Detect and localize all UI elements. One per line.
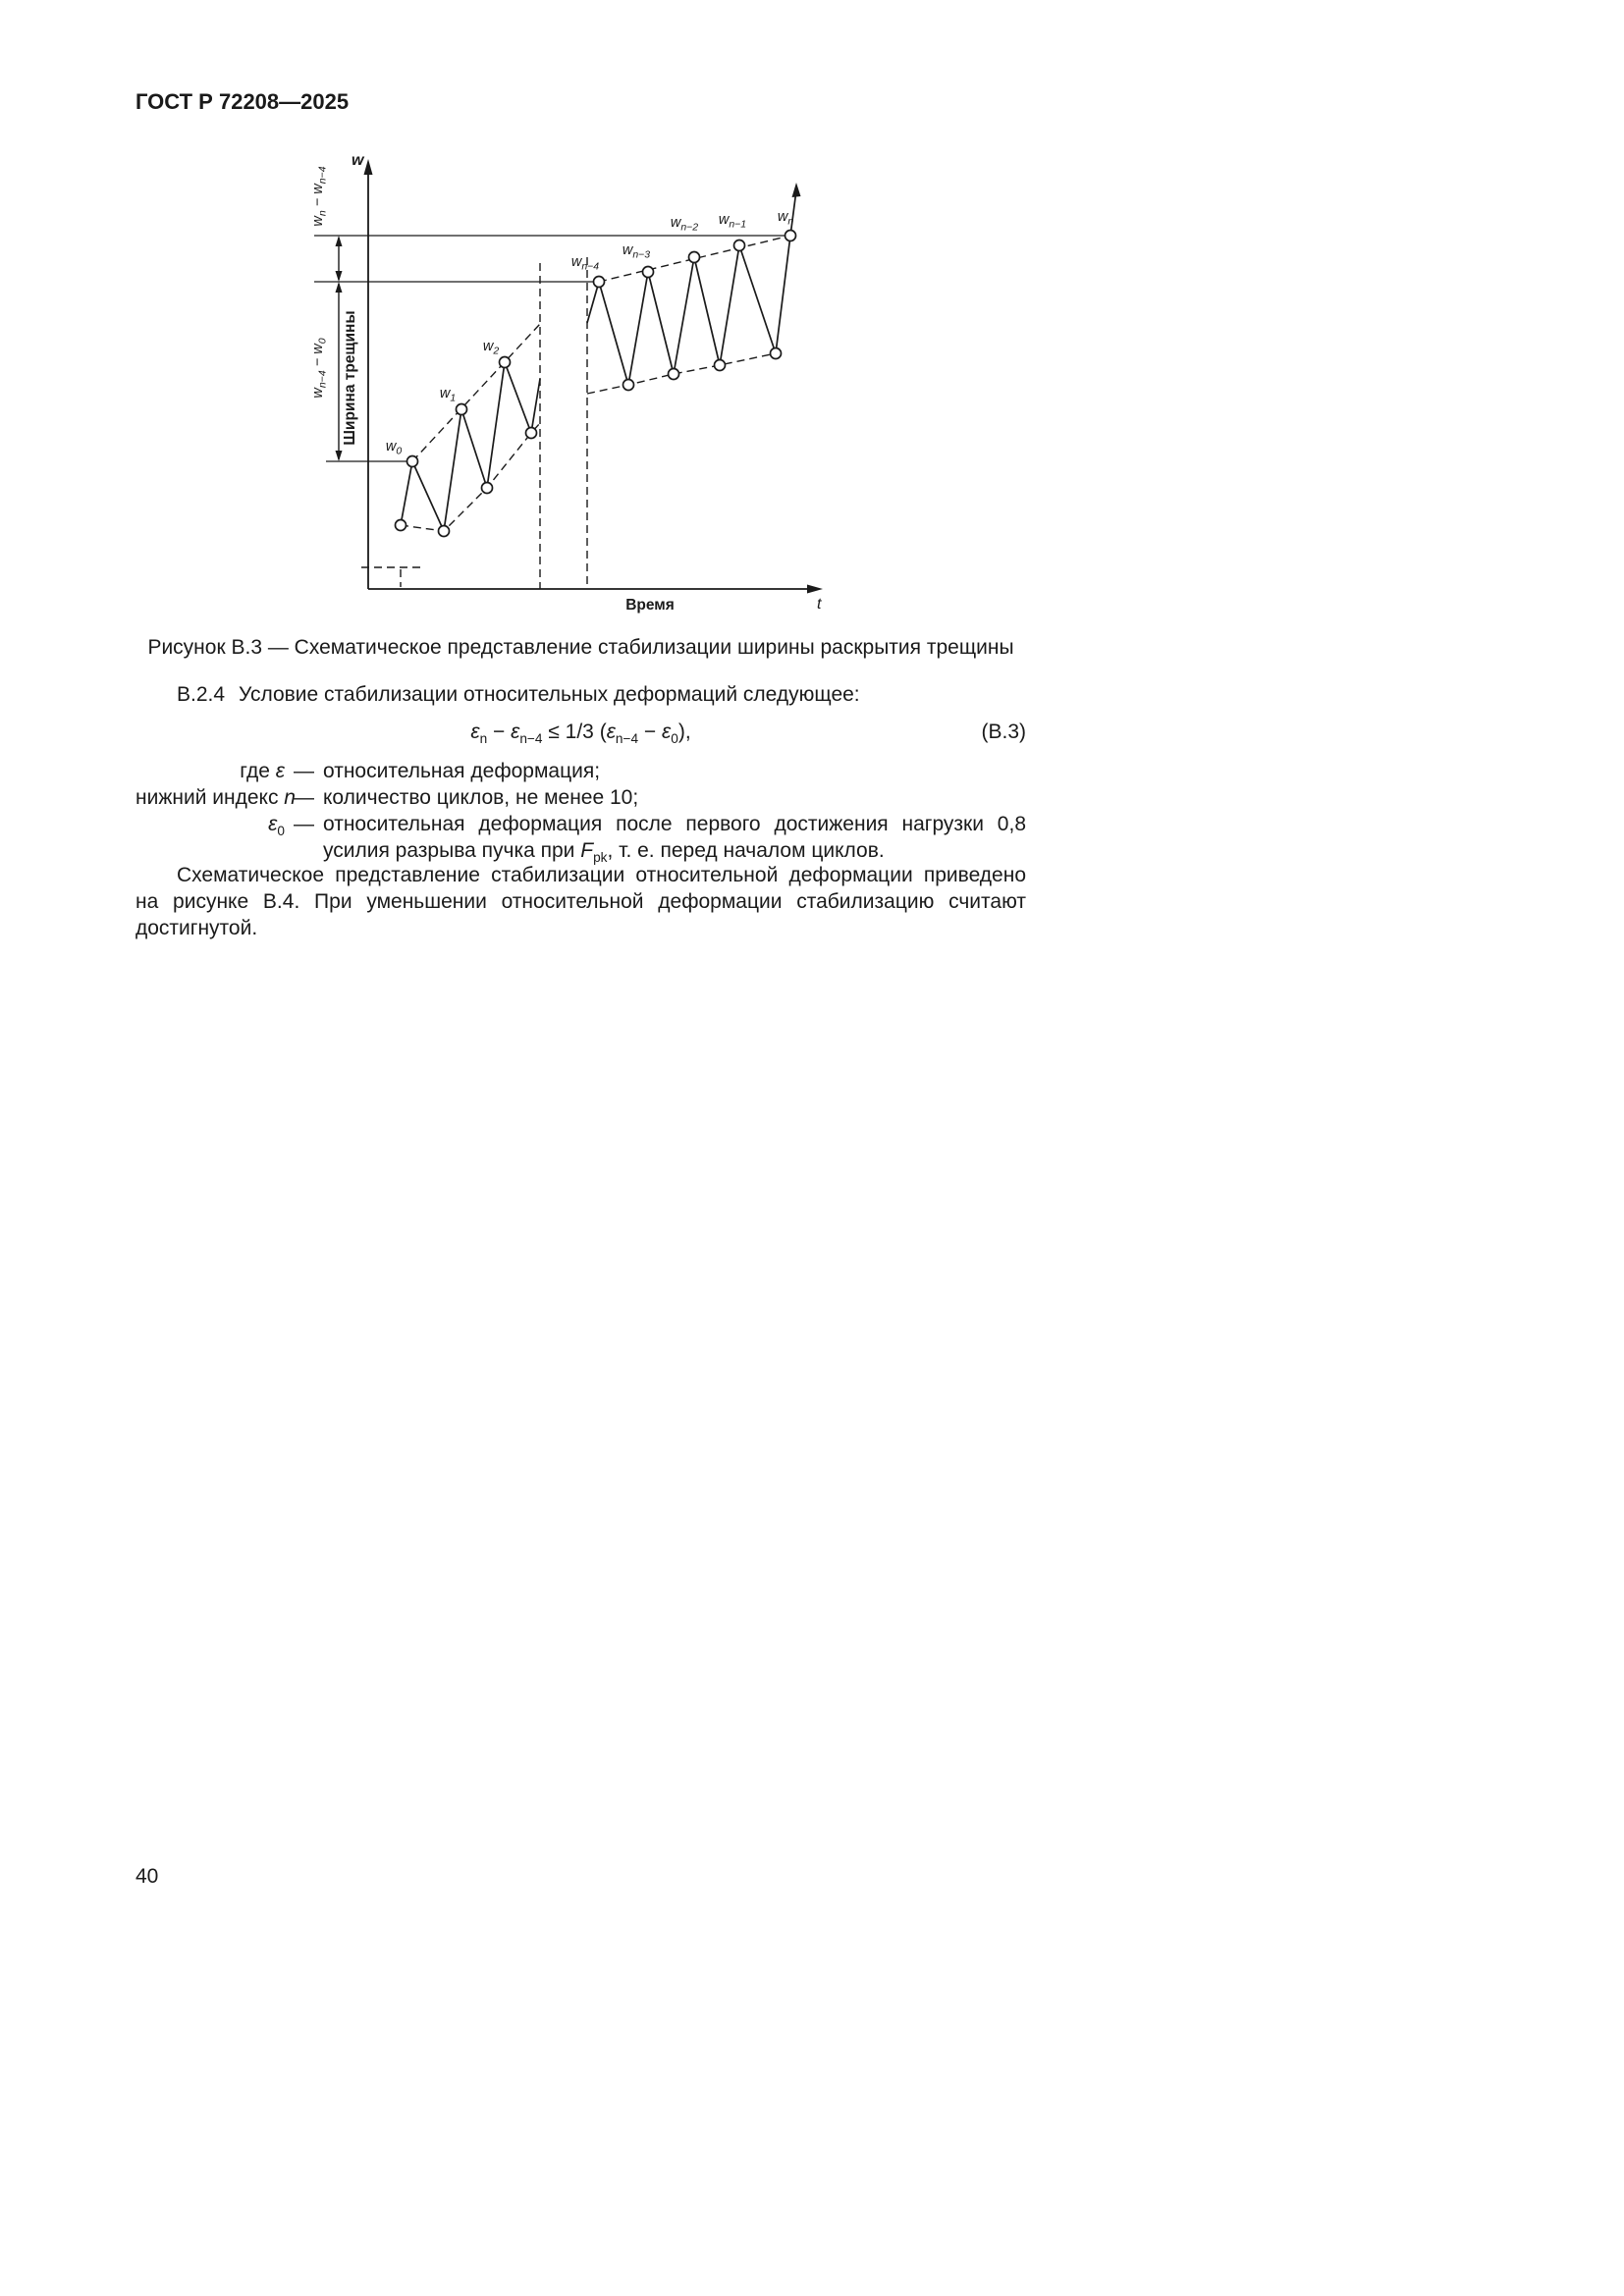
dimension-label-wn-minus-wn4: $w_n - w_{n-4}$ bbox=[310, 166, 329, 227]
svg-text:wn: $w_n$ bbox=[777, 209, 794, 228]
body-paragraph: Схематическое представление стабилизации относительной деформации приведено на рисунке В.4. При уменьшении относительной деформации стабилизацию считают достигнутой. bbox=[135, 864, 1026, 939]
svg-text:wn−1: $w_{n-1}$ bbox=[718, 212, 747, 231]
x-axis-title: Время bbox=[625, 597, 675, 614]
crack-width-series-initial bbox=[396, 324, 541, 537]
initial-level-marks bbox=[361, 567, 422, 587]
svg-text:wn−3: $w_{n-3}$ bbox=[622, 242, 651, 261]
definition-row-epsilon: где ε — относительная деформация; bbox=[240, 760, 601, 782]
dimension-label-wn4-minus-w0: $w_{n-4} - w_0$ bbox=[310, 338, 329, 399]
x-axis bbox=[368, 585, 823, 614]
document-header: ГОСТ Р 72208—2025 bbox=[135, 89, 350, 114]
time-break-lines bbox=[540, 257, 587, 589]
svg-text:wn−4: $w_{n-4}$ bbox=[570, 254, 600, 273]
reference-lines bbox=[314, 236, 790, 461]
clause-number: В.2.4 bbox=[177, 683, 226, 706]
svg-text:w0: $w_0$ bbox=[385, 439, 403, 457]
svg-text:wn−2: $w_{n-2}$ bbox=[670, 215, 699, 234]
formula-b3: $\varepsilon_n - \varepsilon_{n-4} \le 1/3$ $(\varepsilon_{n-4} - \varepsilon_0)$, bbox=[470, 721, 691, 747]
formula-number: (В.3) bbox=[981, 721, 1026, 743]
clause-text: Условие стабилизации относительных деформаций следующее: bbox=[239, 683, 860, 706]
svg-text:w2: $w_2$ bbox=[482, 339, 500, 357]
definition-row-epsilon0: $\varepsilon_0$ — относительная деформация после первого достижения нагрузки 0,8 усилия разрыва пучка при $F_{pk}$, т. е. перед началом циклов. bbox=[268, 813, 1026, 866]
y-axis-symbol: w bbox=[352, 152, 364, 169]
figure-caption: Рисунок В.3 — Схематическое представление стабилизации ширины раскрытия трещины bbox=[147, 636, 1014, 659]
definitions-list bbox=[135, 758, 1026, 864]
point-labels bbox=[386, 209, 793, 457]
x-axis-symbol: t bbox=[817, 596, 822, 613]
svg-text:w1: $w_1$ bbox=[439, 386, 457, 404]
formula-row bbox=[135, 719, 1026, 745]
dimension-arrow-top bbox=[336, 236, 343, 282]
definition-row-index-n: нижний индекс n — количество циклов, не менее 10; bbox=[135, 786, 639, 809]
page-number: 40 bbox=[135, 1865, 159, 1888]
crack-width-series-stabilized bbox=[587, 183, 801, 394]
figure-b3-diagram bbox=[285, 137, 854, 628]
clause-b2-4 bbox=[135, 681, 1026, 708]
y-axis-title: Ширина трещины bbox=[342, 310, 358, 446]
